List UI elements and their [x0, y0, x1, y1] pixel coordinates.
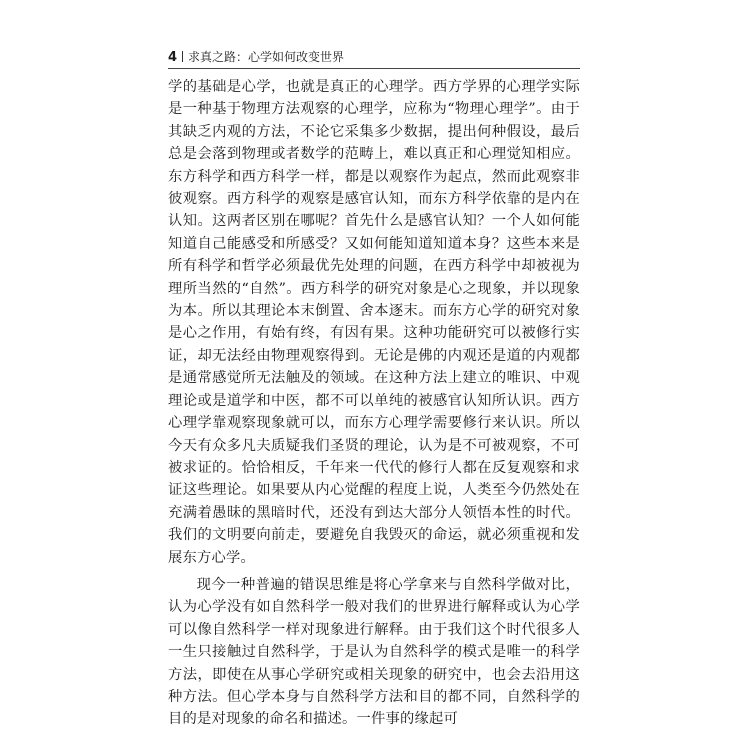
header-rule — [168, 68, 580, 69]
paragraph-1: 学的基础是心学，也就是真正的心理学。西方学界的心理学实际是一种基于物理方法观察的心理学，应称为“物理心理学”。由于其缺乏内观的方法，不论它采集多少数据，提出何种假设，最后总是会落到物理或者数学的范畴上，难以真正和心理觉知相应。东方科学和西方科学一样，都是以观察作为起点，然而此观察非彼观察。西方科学的观察是感官认知，而东方科学依靠的是内在认知。这两者区别在哪呢？首先什么是感官认知？一个人如何能知道自己能感受和所感受？又如何能知道知道本身？这些本来是所有科学和哲学必须最优先处理的问题，在西方科学中却被视为理所当然的“自然”。西方科学的研究对象是心之现象，并以现象为本。所以其理论本末倒置、舍本逐末。而东方心学的研究对象是心之作用，有始有终，有因有果。这种功能研究可以被修行实证，却无法经由物理观察得到。无论是佛的内观还是道的内观都是通常感觉所无法触及的领域。在这种方法上建立的唯识、中观理论或是道学和中医，都不可以单纯的被感官认知所认识。西方心理学靠观察现象就可以，而东方心理学需要修行来认识。所以今天有众多凡夫质疑我们圣贤的理论，认为是不可被观察，不可被求证的。恰恰相反，千年来一代代的修行人都在反复观察和求证这些理论。如果要从内心觉醒的程度上说，人类至今仍然处在充满着愚昧的黑暗时代，还没有到达大部分人领悟本性的时代。我们的文明要向前走，要避免自我毁灭的命运，就必须重视和发展东方心学。 — [168, 79, 580, 566]
page-number: 4 — [168, 50, 178, 65]
paragraph-2: 现今一种普遍的错误思维是将心学拿来与自然科学做对比，认为心学没有如自然科学一般对我们的世界进行解释或认为心学可以像自然科学一样对现象进行解释。由于我们这个时代很多人一生只接触过自然科学，于是认为自然科学的模式是唯一的科学方法，即使在从事心学研究或相关现象的研究中，也会去沿用这种方法。但心学本身与自然科学方法和目的都不同，自然科学的目的是对现象的命名和描述。一件事的缘起可 — [168, 576, 580, 728]
header-separator — [182, 51, 183, 62]
running-header — [168, 48, 580, 66]
body-text — [168, 76, 580, 731]
running-title: 求真之路：心学如何改变世界 — [188, 50, 345, 64]
